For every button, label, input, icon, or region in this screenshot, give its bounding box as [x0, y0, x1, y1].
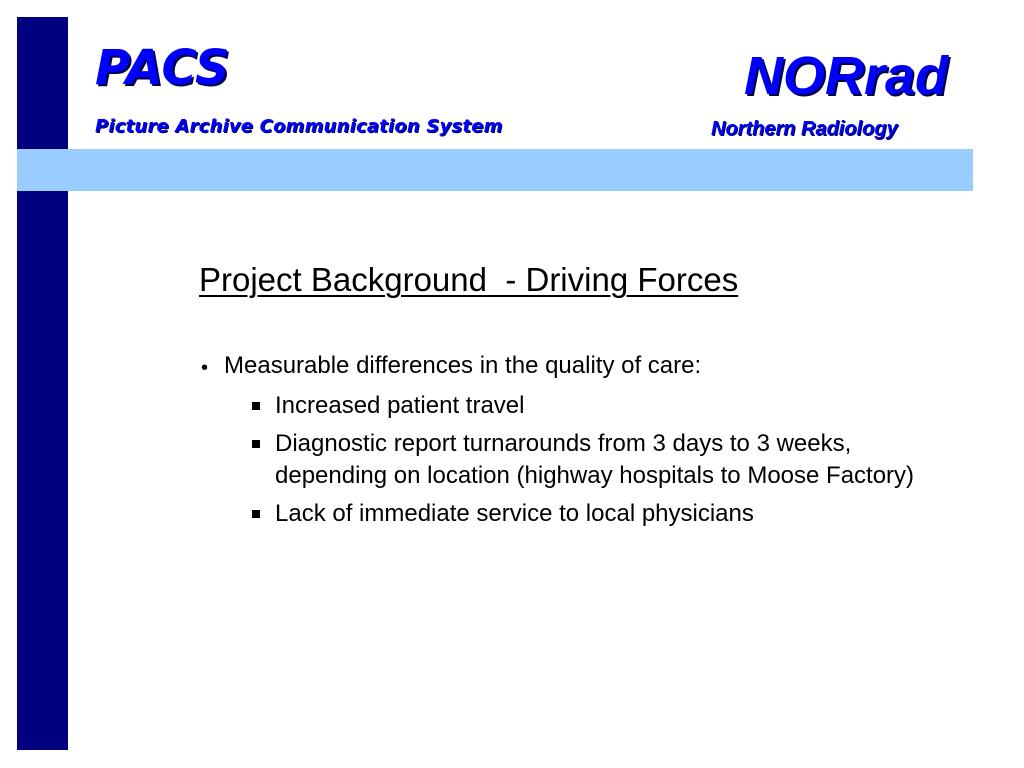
norrad-subtitle: Northern Radiology — [711, 118, 898, 140]
header-band — [17, 149, 973, 191]
sub-bullet-item — [250, 390, 950, 422]
bullet-list — [199, 350, 979, 536]
sub-bullet-item — [250, 428, 950, 492]
bullet-item — [199, 350, 979, 530]
square-bullet-icon — [250, 428, 275, 460]
slide-heading: Project Background - Driving Forces — [199, 261, 739, 298]
norrad-title: NORrad — [743, 46, 948, 106]
sub-bullet-text: Increased patient travel — [275, 392, 525, 419]
left-sidebar-bar — [17, 17, 68, 750]
sub-bullet-text: Lack of immediate service to local physicians — [275, 500, 754, 527]
bullet-text: Measurable differences in the quality of care: — [224, 352, 702, 379]
square-bullet-icon — [250, 390, 275, 422]
bullet-row — [199, 350, 979, 386]
pacs-subtitle: Picture Archive Communication System — [95, 116, 503, 137]
sub-bullet-list — [199, 390, 979, 530]
square-bullet-icon — [250, 498, 275, 530]
pacs-title: PACS — [95, 40, 230, 96]
bullet-dot-icon: • — [201, 357, 209, 379]
sub-bullet-item — [250, 498, 950, 530]
sub-bullet-text: Diagnostic report turnarounds from 3 days to 3 weeks, depending on location (highway hospitals to Moose Factory) — [275, 430, 915, 489]
